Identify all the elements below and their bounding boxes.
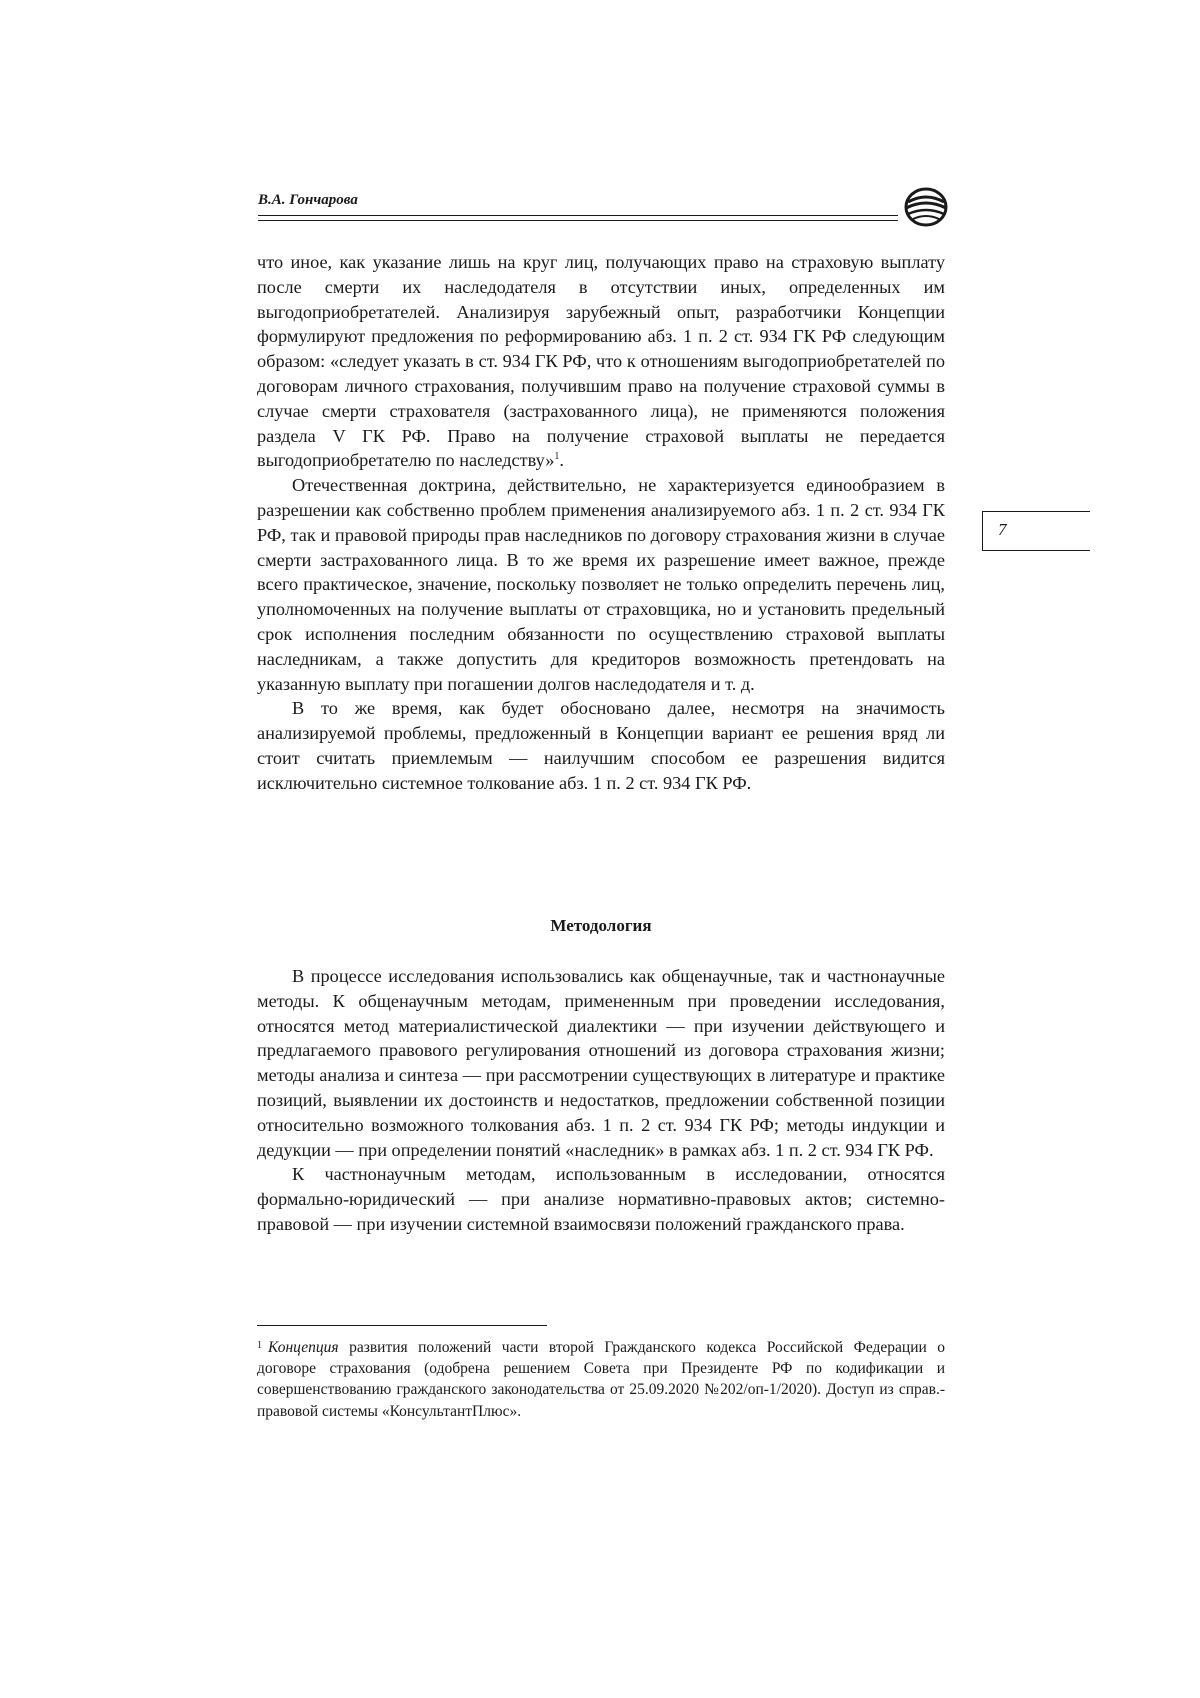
section-heading: Методология (550, 916, 652, 935)
methodology-text (257, 964, 945, 1237)
paragraph: К частнонаучным методам, использованным в исследовании, относятся формально-юридический — при анализе нормативно-правовых актов; системно-правовой — при изучении системной взаимосвязи положений гражданского права. (257, 1164, 945, 1234)
paragraph-text: что иное, как указание лишь на круг лиц, получающих право на страховую выплату после смерти их наследодателя в отсутствии иных, определенных им выгодоприобретателей. Анализируя зарубежный опыт, разработчики Концепции формулируют предложения по реформированию абз. 1 п. 2 ст. 934 ГК РФ следующим образом: «следует указать в ст. 934 ГК РФ, что к отношениям выгодоприобретателей по договорам личного страхования, получившим право на получение страховой суммы в случае смерти страхователя (застрахованного лица), не применяются положения раздела V ГК РФ. Право на получение страховой выплаты не передается выгодоприобретателю по наследству» (257, 252, 945, 471)
paragraph (257, 250, 945, 473)
header-rule-thin (258, 220, 898, 221)
footnote-text: развития положений части второй Гражданского кодекса Российской Федерации о договоре страхования (одобрена решением Совета при Президенте РФ по кодификации и совершенствованию гражданского законодательства от 25.09.2020 №202/оп-1/2020). Доступ из справ.-правовой системы «КонсультантПлюс». (257, 1339, 945, 1420)
page-number-box (982, 511, 1090, 551)
header-rule-thick (258, 215, 898, 216)
footnote-separator (257, 1325, 547, 1326)
publisher-logo-icon (903, 186, 949, 228)
footnote-title: Концепция (268, 1339, 339, 1356)
paragraph-end: . (559, 450, 564, 471)
paragraph: В то же время, как будет обосновано далее, несмотря на значимость анализируемой проблемы, предложенный в Концепции вариант ее решения вряд ли стоит считать приемлемым — наилучшим способом ее разрешения видится исключительно системное толкование абз. 1 п. 2 ст. 934 ГК РФ. (257, 698, 945, 793)
paragraph: Отечественная доктрина, действительно, не характеризуется единообразием в разрешении как собственно проблем применения анализируемого абз. 1 п. 2 ст. 934 ГК РФ, так и правовой природы прав наследников по договору страхования жизни в случае смерти застрахованного лица. В то же время их разрешение имеет важное, прежде всего практическое, значение, поскольку позволяет не только определить перечень лиц, уполномоченных на получение выплаты от страховщика, но и установить предельный срок исполнения последним обязанности по осуществлению страховой выплаты наследникам, а также допустить для кредиторов возможность претендовать на указанную выплату при погашении долгов наследодателя и т. д. (257, 475, 945, 694)
footnote (257, 1335, 945, 1422)
running-header (258, 186, 950, 226)
page-number: 7 (998, 520, 1007, 539)
author-name: В.А. Гончарова (258, 192, 358, 208)
footnote-mark: 1 (257, 1340, 262, 1351)
paragraph: В процессе исследования использовались как общенаучные, так и частнонаучные методы. К общенаучным методам, примененным при проведении исследования, относятся метод материалистической диалектики — при изучении действующего и предлагаемого правового регулирования отношений из договора страхования жизни; методы анализа и синтеза — при рассмотрении существующих в литературе и практике позиций, выявлении их достоинств и недостатков, предложении собственной позиции относительно возможного толкования абз. 1 п. 2 ст. 934 ГК РФ; методы индукции и дедукции — при определении понятий «наследник» в рамках абз. 1 п. 2 ст. 934 ГК РФ. (257, 966, 945, 1160)
footnote-ref: 1 (554, 451, 560, 463)
body-text (257, 250, 945, 796)
